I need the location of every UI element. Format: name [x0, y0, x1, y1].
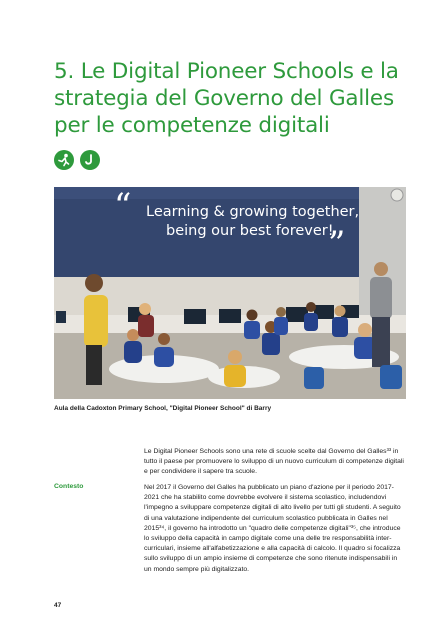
child-figure-icon [54, 150, 74, 170]
context-label: Contesto [54, 483, 84, 490]
wall-text-line1: Learning & growing together, [146, 204, 360, 220]
page-title: 5. Le Digital Pioneer Schools e la strategia del Governo del Galles per le competenze digitali [54, 59, 399, 138]
pencil-icon [80, 150, 100, 170]
classroom-photo [54, 187, 406, 399]
context-paragraph: Nel 2017 il Governo del Galles ha pubblicato un piano d'azione per il periodo 2017-2021 che ha stabilito come dovrebbe evolvere il sistema scolastico, includendovi l'impegno a sviluppare competenze digitali di alto livello per tutti gli studenti. A seguito di una valutazione indipendente del curriculum scolastico pubblicata in Galles nel 2015³⁴, il governo ha introdotto un "quadro delle competenze digitali"³⁵, che introduce lo sviluppo della capacità in campo digitale come una delle tre responsabilità inter-curriculari, insieme all'alfabetizzazione e alla capacità di calcolo. Il quadro si focalizza sullo sviluppo di un ampio insieme di competenze che sono ritenute indispensabili in un mondo sempre più digitalizzato. [144, 484, 401, 573]
wall-text-line2: being our best forever! [166, 223, 334, 239]
photo-caption: Aula della Cadoxton Primary School, "Digital Pioneer School" di Barry [54, 405, 272, 412]
svg-text:“: “ [114, 187, 132, 226]
page-number: 47 [54, 602, 62, 609]
icon-row [54, 150, 100, 170]
intro-paragraph: Le Digital Pioneer Schools sono una rete di scuole scelte dal Governo del Galles³³ in tutto il paese per promuovere lo sviluppo di un nuovo curriculum di competenze digitali e per condividere il sapere tra scuole. [144, 448, 404, 476]
svg-text:”: ” [328, 224, 346, 264]
